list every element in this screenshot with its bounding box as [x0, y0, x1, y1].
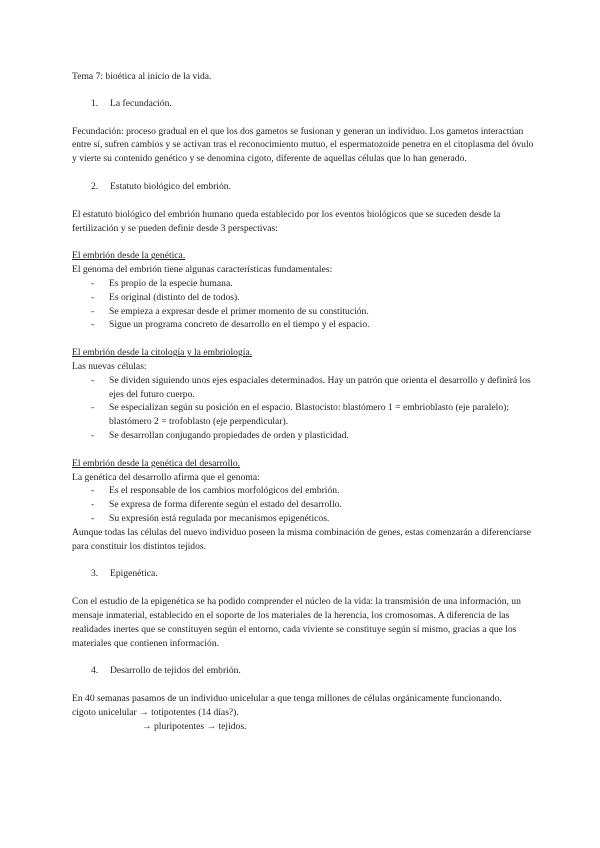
section-heading-3 — [72, 567, 534, 581]
section-title: La fecundación. — [110, 97, 172, 109]
list-item: - Se especializan según su posición en el espacio. Blastocisto: blastómero 1 = embrioblasto (eje paralelo); blastómero 2 = trofoblasto (eje perpendicular). — [72, 401, 534, 429]
section-heading-4 — [72, 664, 534, 678]
subsection-intro: Las nuevas células: — [72, 360, 147, 372]
subsection-title: El embrión desde la genética. — [72, 250, 186, 262]
list-item: - Es original (distinto del de todos). — [72, 291, 534, 305]
bullet-list — [72, 277, 534, 332]
list-item: - Se desarrollan conjugando propiedades de orden y plasticidad. — [72, 429, 534, 443]
list-item: - Sigue un programa concreto de desarrollo en el tiempo y el espacio. — [72, 318, 534, 332]
section-number: 2. — [91, 180, 99, 192]
subsection-intro: La genética del desarrollo afirma que el genoma: — [72, 471, 260, 483]
section-number: 4. — [91, 665, 99, 677]
section-heading-2 — [72, 180, 534, 194]
section-4-paragraph: En 40 semanas pasamos de un individuo unicelular a que tenga millones de células orgánicamente funcionando. — [72, 693, 502, 705]
subsection-title: El embrión desde la genética del desarrollo. — [72, 457, 241, 469]
section-1-paragraph: Fecundación: proceso gradual en el que los dos gametos se fusionan y generan un individuo. Los gametos interactúan entre sí, sufren cambios y se activan tras el reconocimiento mutuo, el espermatozoide penetra en el citoplasma del óvulo y vierte su contenido genético y se denomina cigoto, diferente de aquellas células que lo han generado. — [72, 125, 534, 165]
subsection-genetica — [72, 249, 534, 332]
bullet-list — [72, 484, 534, 525]
section-number: 3. — [91, 568, 99, 580]
section-title: Estatuto biológico del embrión. — [110, 180, 231, 192]
section-2-paragraph: El estatuto biológico del embrión humano queda establecido por los eventos biológicos que se suceden desde la fertilización y se pueden definir desde 3 perspectivas: — [72, 208, 501, 234]
subsection-title: El embrión desde la citología y la embriología. — [72, 347, 253, 359]
subsection-outro: Aunque todas las células del nuevo individuo poseen la misma combinación de genes, estas comenzarán a diferenciarse para constituir los distintos tejidos. — [72, 526, 532, 552]
list-item: - Se empieza a expresar desde el primer momento de su constitución. — [72, 305, 534, 319]
subsection-genetica-desarrollo — [72, 457, 534, 554]
list-item: - Es el responsable de los cambios morfológicos del embrión. — [72, 484, 534, 498]
document-title: Tema 7: bioética al inicio de la vida. — [72, 71, 212, 82]
list-item: - Su expresión está regulada por mecanismos epigenéticos. — [72, 512, 534, 526]
development-line-2: → pluripotentes → tejidos. — [142, 720, 247, 732]
section-title: Epigenética. — [110, 568, 158, 580]
subsection-citologia — [72, 346, 534, 443]
document-content — [72, 70, 534, 733]
subsection-intro: El genoma del embrión tiene algunas características fundamentales: — [72, 264, 333, 276]
list-item: - Se dividen siguiendo unos ejes espaciales determinados. Hay un patrón que orienta el desarrollo y definirá los ejes del futuro cuerpo. — [72, 374, 534, 402]
bullet-list — [72, 374, 534, 443]
section-title: Desarrollo de tejidos del embrión. — [110, 665, 241, 677]
section-3-paragraph: Con el estudio de la epigenética se ha podido comprender el núcleo de la vida: la transmisión de una información, un mensaje inmaterial, establecido en el soporte de los materiales de la herencia, los cromosomas. A diferencia de las realidades inertes que se constituyen según el entorno, cada viviente se constituye según sí mismo, gracias a que los materiales que contienen información. — [72, 596, 521, 649]
development-line-1: cigoto unicelular → totipotentes (14 días?). — [72, 706, 239, 718]
list-item: - Es propio de la especie humana. — [72, 277, 534, 291]
section-heading-1 — [72, 97, 534, 111]
list-item: - Se expresa de forma diferente según el estado del desarrollo. — [72, 498, 534, 512]
section-number: 1. — [91, 97, 99, 109]
